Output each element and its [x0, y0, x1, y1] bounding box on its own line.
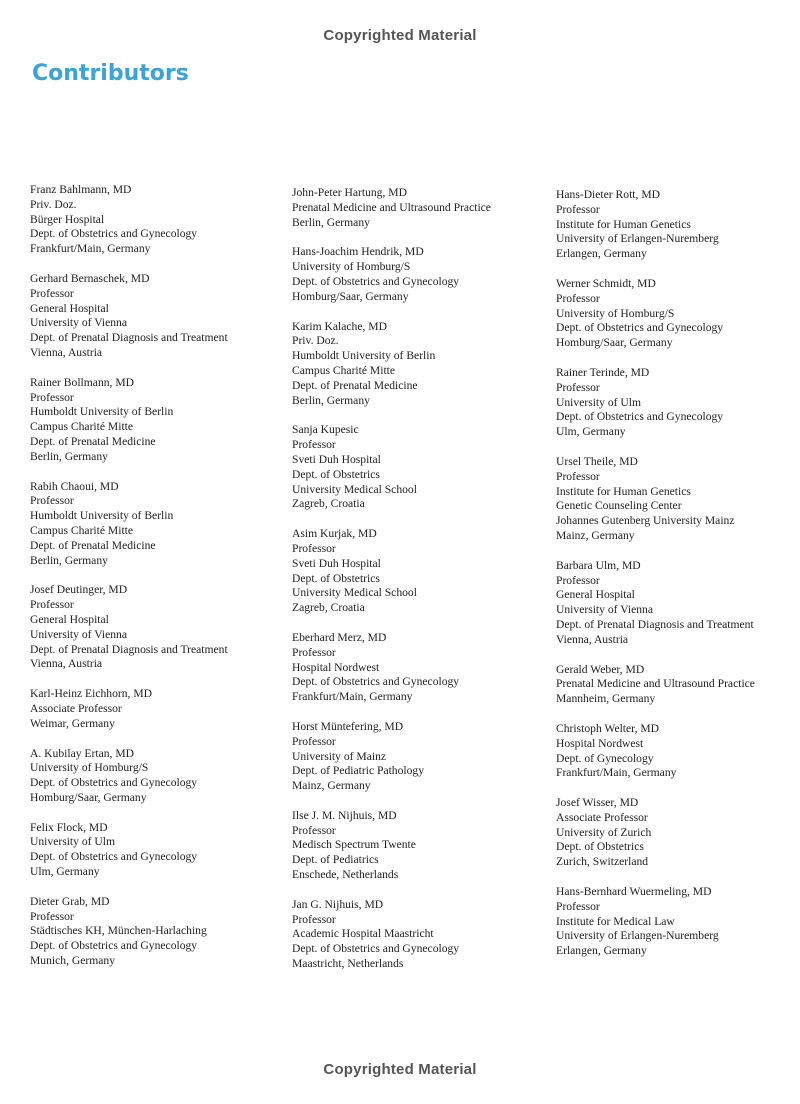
- contributor-affiliation-line: Homburg/Saar, Germany: [292, 289, 409, 303]
- contributor-entry: [30, 272, 280, 361]
- contributor-affiliation-line: Campus Charité Mitte: [292, 363, 396, 377]
- contributor-name: Dieter Grab, MD: [30, 894, 110, 908]
- contributor-affiliation-line: Humboldt University of Berlin: [292, 349, 436, 363]
- contributor-name: Eberhard Merz, MD: [292, 630, 387, 644]
- contributor-affiliation-line: Mannheim, Germany: [556, 692, 656, 706]
- contributor-affiliation-line: Zagreb, Croatia: [292, 497, 365, 511]
- contributor-affiliation-line: Zurich, Switzerland: [556, 855, 649, 869]
- contributor-name: Ursel Theile, MD: [556, 454, 638, 468]
- contributor-affiliation-line: Zagreb, Croatia: [292, 601, 365, 615]
- contributor-name: Barbara Ulm, MD: [556, 558, 641, 572]
- contributor-entry: [30, 583, 280, 672]
- contributor-name: Werner Schmidt, MD: [556, 276, 656, 290]
- contributor-affiliation-line: General Hospital: [30, 612, 109, 626]
- contributor-affiliation-line: Dept. of Pediatrics: [292, 853, 379, 867]
- contributor-affiliation-line: Associate Professor: [30, 701, 122, 715]
- contributor-entry: [292, 720, 542, 794]
- copyright-watermark-bottom: Copyrighted Material: [323, 1061, 477, 1078]
- contributor-affiliation-line: University of Vienna: [30, 627, 127, 641]
- contributor-affiliation-line: General Hospital: [556, 588, 635, 602]
- contributor-affiliation-line: Bürger Hospital: [30, 212, 105, 226]
- contributors-column-3: [556, 188, 800, 974]
- contributor-affiliation-line: Professor: [292, 823, 336, 837]
- contributor-affiliation-line: Ulm, Germany: [30, 865, 100, 879]
- contributor-name: Gerhard Bernaschek, MD: [30, 271, 150, 285]
- contributor-affiliation-line: Dept. of Obstetrics and Gynecology: [30, 776, 198, 790]
- contributor-affiliation-line: Berlin, Germany: [292, 393, 370, 407]
- contributor-affiliation-line: Dept. of Pediatric Pathology: [292, 764, 425, 778]
- contributor-name: Karim Kalache, MD: [292, 319, 387, 333]
- contributor-affiliation-line: Homburg/Saar, Germany: [30, 790, 147, 804]
- contributor-affiliation-line: Dept. of Obstetrics and Gynecology: [292, 675, 460, 689]
- contributor-affiliation-line: Dept. of Prenatal Diagnosis and Treatment: [30, 331, 228, 345]
- contributor-affiliation-line: Professor: [30, 909, 74, 923]
- contributor-entry: [292, 809, 542, 883]
- contributor-affiliation-line: General Hospital: [30, 301, 109, 315]
- contributor-affiliation-line: Vienna, Austria: [556, 632, 629, 646]
- contributor-affiliation-line: Institute for Human Genetics: [556, 217, 691, 231]
- contributor-name: Hans-Dieter Rott, MD: [556, 188, 661, 201]
- contributor-affiliation-line: Professor: [556, 899, 600, 913]
- contributor-affiliation-line: Professor: [30, 286, 74, 300]
- contributor-name: Hans-Joachim Hendrik, MD: [292, 245, 424, 259]
- contributor-affiliation-line: Professor: [556, 202, 600, 216]
- contributor-affiliation-line: Dept. of Obstetrics: [292, 467, 380, 481]
- contributor-affiliation-line: Erlangen, Germany: [556, 247, 647, 261]
- contributor-affiliation-line: Sveti Duh Hospital: [292, 452, 381, 466]
- contributor-affiliation-line: Professor: [292, 912, 336, 926]
- contributor-name: Horst Müntefering, MD: [292, 719, 404, 733]
- contributor-entry: [30, 480, 280, 569]
- contributor-affiliation-line: Enschede, Netherlands: [292, 868, 399, 882]
- contributor-entry: [556, 559, 800, 648]
- contributor-entry: [556, 663, 800, 707]
- contributor-affiliation-line: Humboldt University of Berlin: [30, 509, 174, 523]
- contributor-affiliation-line: University of Vienna: [30, 316, 127, 330]
- contributor-affiliation-line: Ulm, Germany: [556, 425, 626, 439]
- contributor-affiliation-line: Associate Professor: [556, 810, 648, 824]
- contributor-entry: [30, 821, 280, 880]
- contributor-affiliation-line: Prenatal Medicine and Ultrasound Practice: [292, 200, 491, 214]
- contributor-affiliation-line: Professor: [30, 494, 74, 508]
- contributor-affiliation-line: Mainz, Germany: [292, 779, 371, 793]
- contributor-affiliation-line: Vienna, Austria: [30, 657, 103, 671]
- contributor-affiliation-line: Professor: [556, 291, 600, 305]
- contributor-affiliation-line: Professor: [30, 598, 74, 612]
- contributor-affiliation-line: Berlin, Germany: [292, 215, 370, 229]
- contributor-affiliation-line: University of Homburg/S: [30, 761, 149, 775]
- contributor-affiliation-line: Dept. of Obstetrics: [556, 840, 644, 854]
- contributor-name: Gerald Weber, MD: [556, 662, 645, 676]
- contributor-name: Franz Bahlmann, MD: [30, 183, 132, 196]
- contributor-affiliation-line: University of Erlangen-Nuremberg: [556, 929, 719, 943]
- contributor-affiliation-line: Erlangen, Germany: [556, 944, 647, 958]
- contributor-affiliation-line: Campus Charité Mitte: [30, 523, 134, 537]
- contributor-affiliation-line: Priv. Doz.: [30, 197, 77, 211]
- contributor-affiliation-line: Johannes Gutenberg University Mainz: [556, 514, 735, 528]
- contributor-name: Asim Kurjak, MD: [292, 527, 377, 541]
- contributor-affiliation-line: Weimar, Germany: [30, 716, 115, 730]
- contributor-entry: [556, 796, 800, 870]
- contributor-affiliation-line: Hospital Nordwest: [556, 736, 644, 750]
- contributor-entry: [292, 631, 542, 705]
- contributor-affiliation-line: Munich, Germany: [30, 954, 116, 968]
- contributor-affiliation-line: Dept. of Obstetrics and Gynecology: [30, 227, 198, 241]
- contributor-affiliation-line: Mainz, Germany: [556, 528, 635, 542]
- contributor-entry: [30, 747, 280, 806]
- contributor-affiliation-line: Priv. Doz.: [292, 334, 339, 348]
- contributor-affiliation-line: Genetic Counseling Center: [556, 499, 682, 513]
- contributor-affiliation-line: Berlin, Germany: [30, 449, 108, 463]
- page-title: Contributors: [32, 61, 189, 86]
- contributor-affiliation-line: University of Ulm: [30, 835, 116, 849]
- contributor-affiliation-line: Berlin, Germany: [30, 553, 108, 567]
- contributor-name: Rainer Terinde, MD: [556, 365, 650, 379]
- contributor-entry: [556, 885, 800, 959]
- contributor-affiliation-line: Sveti Duh Hospital: [292, 556, 381, 570]
- contributor-affiliation-line: Medisch Spectrum Twente: [292, 838, 416, 852]
- contributor-affiliation-line: University of Homburg/S: [556, 306, 675, 320]
- contributor-name: Felix Flock, MD: [30, 820, 108, 834]
- contributor-affiliation-line: University of Homburg/S: [292, 260, 411, 274]
- contributor-affiliation-line: Campus Charité Mitte: [30, 420, 134, 434]
- contributor-name: Jan G. Nijhuis, MD: [292, 897, 384, 911]
- contributor-entry: [292, 186, 542, 230]
- contributor-affiliation-line: University Medical School: [292, 586, 417, 600]
- contributors-column-2: [292, 186, 542, 987]
- contributor-affiliation-line: Vienna, Austria: [30, 345, 103, 359]
- contributor-affiliation-line: Dept. of Prenatal Medicine: [30, 434, 156, 448]
- contributor-affiliation-line: Dept. of Obstetrics and Gynecology: [30, 939, 198, 953]
- contributor-entry: [30, 895, 280, 969]
- contributor-affiliation-line: Dept. of Prenatal Medicine: [30, 538, 156, 552]
- contributor-affiliation-line: Professor: [556, 573, 600, 587]
- contributor-entry: [556, 366, 800, 440]
- contributor-name: A. Kubilay Ertan, MD: [30, 746, 135, 760]
- contributor-affiliation-line: Professor: [556, 469, 600, 483]
- contributor-affiliation-line: Frankfurt/Main, Germany: [292, 690, 413, 704]
- contributor-affiliation-line: Dept. of Obstetrics and Gynecology: [292, 942, 460, 956]
- contributor-name: Josef Deutinger, MD: [30, 583, 128, 597]
- contributor-affiliation-line: University of Mainz: [292, 749, 387, 763]
- contributor-entry: [556, 455, 800, 544]
- contributor-affiliation-line: University of Vienna: [556, 603, 653, 617]
- contributor-affiliation-line: Dept. of Gynecology: [556, 751, 654, 765]
- contributor-entry: [292, 898, 542, 972]
- contributor-affiliation-line: Dept. of Obstetrics and Gynecology: [30, 850, 198, 864]
- contributor-affiliation-line: Dept. of Obstetrics and Gynecology: [292, 274, 460, 288]
- contributor-affiliation-line: Professor: [292, 645, 336, 659]
- contributor-affiliation-line: Dept. of Obstetrics: [292, 571, 380, 585]
- contributor-affiliation-line: Institute for Medical Law: [556, 914, 675, 928]
- contributor-affiliation-line: Institute for Human Genetics: [556, 484, 691, 498]
- contributor-entry: [30, 376, 280, 465]
- contributor-affiliation-line: Homburg/Saar, Germany: [556, 336, 673, 350]
- contributor-name: Christoph Welter, MD: [556, 721, 660, 735]
- copyright-watermark-top: Copyrighted Material: [323, 27, 477, 44]
- contributor-affiliation-line: Städtisches KH, München-Harlaching: [30, 924, 207, 938]
- contributor-affiliation-line: Prenatal Medicine and Ultrasound Practice: [556, 677, 755, 691]
- contributor-affiliation-line: University of Ulm: [556, 395, 642, 409]
- contributor-affiliation-line: Dept. of Prenatal Medicine: [292, 378, 418, 392]
- contributor-entry: [556, 188, 800, 262]
- contributor-affiliation-line: Professor: [292, 438, 336, 452]
- contributor-affiliation-line: Humboldt University of Berlin: [30, 405, 174, 419]
- contributor-name: Hans-Bernhard Wuermeling, MD: [556, 885, 712, 899]
- contributor-entry: [30, 687, 280, 731]
- contributor-affiliation-line: Frankfurt/Main, Germany: [556, 766, 677, 780]
- contributor-name: Ilse J. M. Nijhuis, MD: [292, 808, 397, 822]
- contributor-entry: [292, 245, 542, 304]
- contributor-affiliation-line: Maastricht, Netherlands: [292, 957, 404, 971]
- contributor-affiliation-line: Professor: [292, 541, 336, 555]
- contributor-affiliation-line: Professor: [30, 390, 74, 404]
- contributor-affiliation-line: Professor: [556, 380, 600, 394]
- contributor-entry: [292, 527, 542, 616]
- contributor-affiliation-line: University of Zurich: [556, 825, 652, 839]
- contributor-name: Rainer Bollmann, MD: [30, 375, 135, 389]
- contributor-name: John-Peter Hartung, MD: [292, 186, 407, 199]
- contributor-affiliation-line: Professor: [292, 734, 336, 748]
- contributor-entry: [292, 320, 542, 409]
- contributor-affiliation-line: Academic Hospital Maastricht: [292, 927, 434, 941]
- contributor-affiliation-line: Dept. of Obstetrics and Gynecology: [556, 410, 724, 424]
- contributor-affiliation-line: Hospital Nordwest: [292, 660, 380, 674]
- contributor-affiliation-line: Dept. of Prenatal Diagnosis and Treatment: [556, 617, 754, 631]
- contributor-affiliation-line: Dept. of Obstetrics and Gynecology: [556, 321, 724, 335]
- contributor-entry: [30, 183, 280, 257]
- contributor-name: Josef Wisser, MD: [556, 796, 639, 810]
- contributor-affiliation-line: University of Erlangen-Nuremberg: [556, 232, 719, 246]
- contributor-affiliation-line: University Medical School: [292, 482, 417, 496]
- contributor-entry: [556, 722, 800, 781]
- contributor-entry: [556, 277, 800, 351]
- contributor-name: Sanja Kupesic: [292, 423, 359, 437]
- contributor-name: Rabih Chaoui, MD: [30, 479, 119, 493]
- contributor-affiliation-line: Dept. of Prenatal Diagnosis and Treatment: [30, 642, 228, 656]
- contributors-column-1: [30, 183, 280, 984]
- contributor-entry: [292, 423, 542, 512]
- contributor-affiliation-line: Frankfurt/Main, Germany: [30, 242, 151, 256]
- contributor-name: Karl-Heinz Eichhorn, MD: [30, 687, 153, 701]
